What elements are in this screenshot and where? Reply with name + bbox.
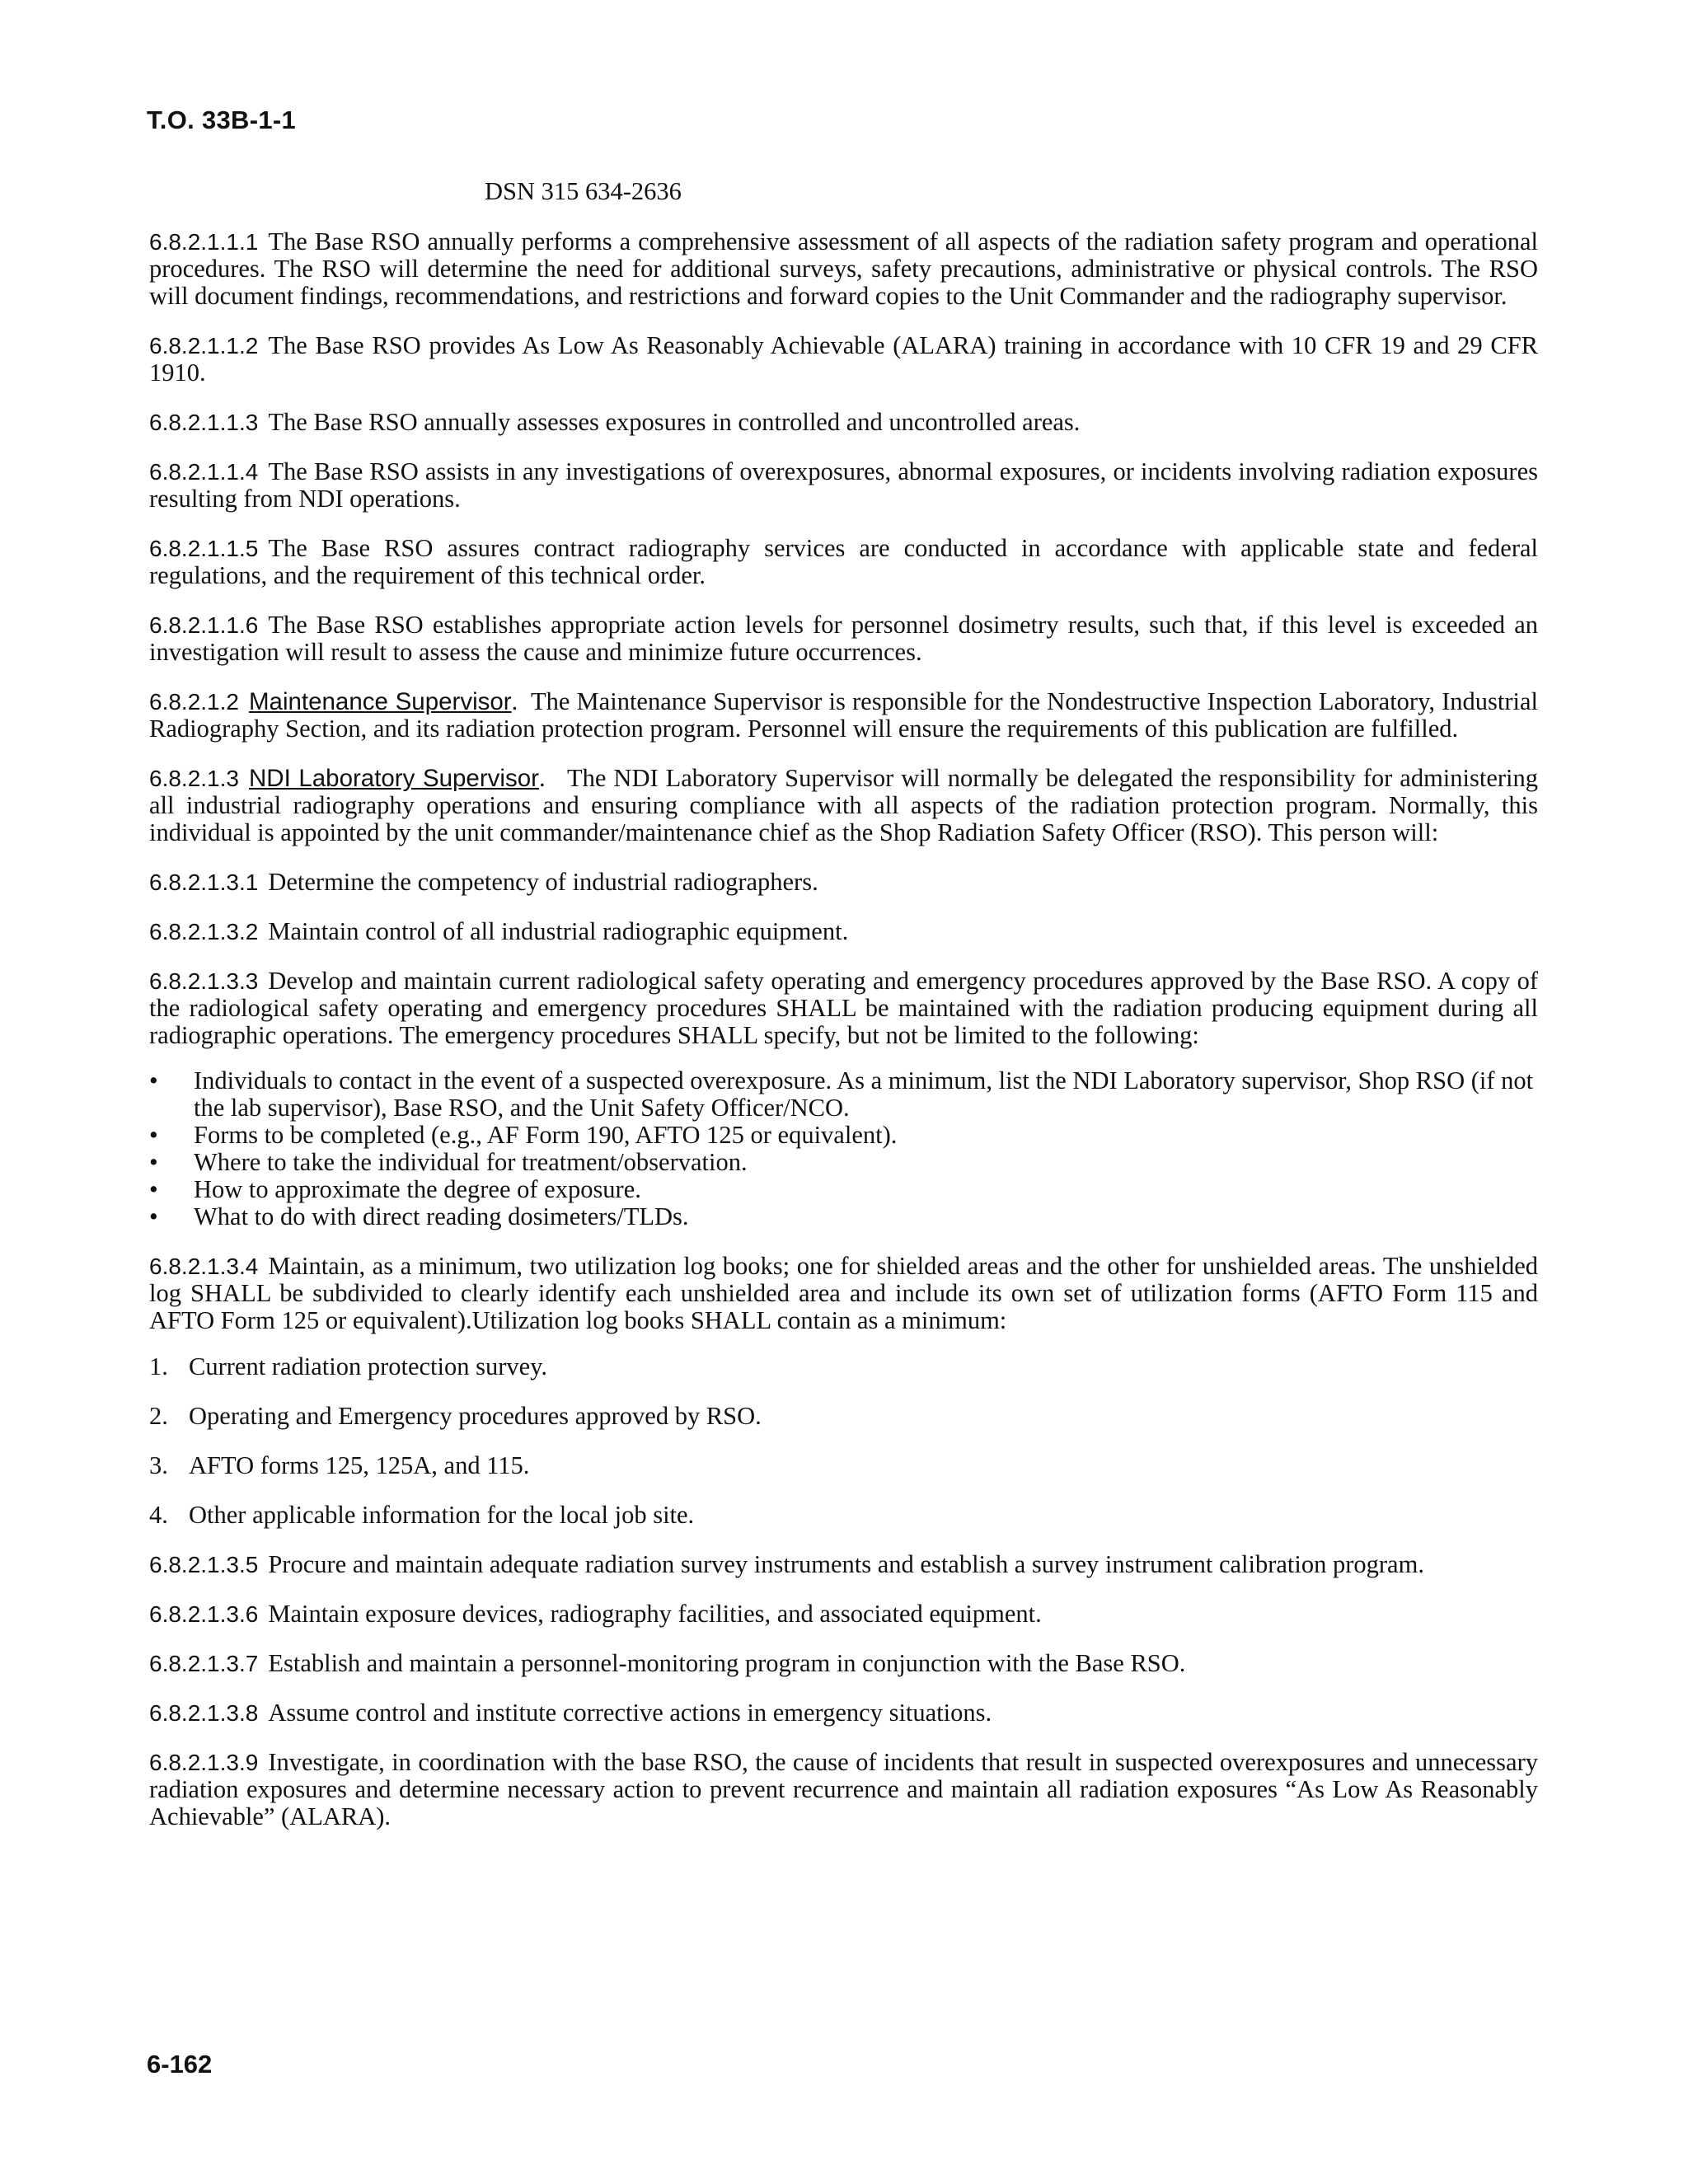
emergency-procedures-bullet-list: [149, 1067, 1538, 1230]
ndi-laboratory-supervisor-paragraph: 6.8.2.1.3 NDI Laboratory Supervisor. The NDI Laboratory Supervisor will normally be delegated the responsibility for administering all industrial radiography operations and ensuring compliance with all aspects of the radiation protection program. Normally, this individual is appointed by the unit commander/maintenance chief as the Shop Radiation Safety Officer (RSO). This person will:: [149, 764, 1539, 846]
paragraph: [149, 918, 1538, 945]
list-item-text: Where to take the individual for treatment/observation.: [194, 1148, 748, 1176]
paragraph-number: 6.8.2.1.3: [149, 766, 239, 791]
paragraph-number: 6.8.2.1.3.5: [149, 1552, 259, 1577]
paragraph: [149, 535, 1538, 589]
document-id-header: T.O. 33B-1-1: [147, 105, 297, 134]
list-item: [149, 1203, 1538, 1230]
paragraph: [149, 1551, 1538, 1578]
paragraph-text: Establish and maintain a personnel-monitoring program in conjunction with the Base RSO.: [268, 1649, 1186, 1677]
paragraph-text: The Base RSO annually assesses exposures in controlled and uncontrolled areas.: [268, 408, 1081, 436]
bullet-icon: •: [149, 1148, 158, 1176]
paragraph-number: 6.8.2.1.1.5: [149, 536, 259, 561]
paragraph-text: The Base RSO assures contract radiography services are conducted in accordance with applicable state and federal regulations, and the requirement of this technical order.: [149, 534, 1538, 589]
paragraph-text: The Base RSO assists in any investigations of overexposures, abnormal exposures, or incidents involving radiation exposures resulting from NDI operations.: [149, 457, 1538, 513]
paragraph-text: Maintain exposure devices, radiography facilities, and associated equipment.: [268, 1600, 1042, 1628]
list-item-text: Individuals to contact in the event of a suspected overexposure. As a minimum, list the NDI Laboratory supervisor, Shop RSO (if not the lab supervisor), Base RSO, and the Unit Safety Officer/NCO.: [194, 1066, 1534, 1122]
list-item: [149, 1502, 1538, 1529]
paragraph: [149, 409, 1538, 436]
paragraph-text: The Maintenance Supervisor is responsible for the Nondestructive Inspection Laboratory, Industrial Radiography Section, and its radiation protection program. Personnel will ensure the requirements of this publication are fulfilled.: [149, 687, 1539, 743]
paragraph-number: 6.8.2.1.1.2: [149, 333, 259, 359]
list-item-text: Forms to be completed (e.g., AF Form 190, AFTO 125 or equivalent).: [194, 1121, 898, 1149]
section-title: Maintenance Supervisor: [248, 688, 512, 715]
list-item: [149, 1067, 1538, 1122]
paragraph-text: Determine the competency of industrial radiographers.: [268, 868, 818, 896]
paragraph: [149, 1749, 1538, 1830]
paragraph-number: 6.8.2.1.1.4: [149, 459, 259, 485]
section-title: NDI Laboratory Supervisor: [248, 765, 539, 792]
list-item-number: 3.: [149, 1451, 168, 1479]
list-item: [149, 1149, 1538, 1176]
paragraph-number: 6.8.2.1.2: [149, 689, 239, 715]
maintenance-supervisor-paragraph: 6.8.2.1.2 Maintenance Supervisor. The Maintenance Supervisor is responsible for the Nondestructive Inspection Laboratory, Industrial Radiography Section, and its radiation protection program. Personnel will ensure the requirements of this publication are fulfilled.: [149, 687, 1539, 743]
document-body: [149, 178, 1538, 1853]
paragraph-number: 6.8.2.1.1.1: [149, 229, 259, 255]
list-item: [149, 1176, 1538, 1203]
paragraph-text: Develop and maintain current radiological safety operating and emergency procedures approved by the Base RSO. A copy of the radiological safety operating and emergency procedures SHALL be maintained with the radiation producing equipment during all radiographic operations. The emergency procedures SHALL specify, but not be limited to the following:: [149, 967, 1538, 1049]
bullet-icon: •: [149, 1202, 158, 1230]
list-item-number: 2.: [149, 1402, 168, 1430]
list-item: [149, 1452, 1538, 1479]
log-book-contents-numbered-list: [149, 1353, 1538, 1529]
paragraph-text: The Base RSO provides As Low As Reasonably Achievable (ALARA) training in accordance with 10 CFR 19 and 29 CFR 1910.: [149, 331, 1538, 387]
paragraph: [149, 1601, 1538, 1628]
paragraph-number: 6.8.2.1.3.1: [149, 869, 259, 895]
list-item-text: AFTO forms 125, 125A, and 115.: [189, 1451, 530, 1479]
paragraph-text: Assume control and institute corrective actions in emergency situations.: [268, 1699, 992, 1727]
paragraph-number: 6.8.2.1.3.8: [149, 1700, 259, 1726]
page-number: 6-162: [147, 2050, 213, 2079]
paragraph-number: 6.8.2.1.3.3: [149, 968, 259, 994]
paragraph-text: Maintain, as a minimum, two utilization log books; one for shielded areas and the other for unshielded areas. The unshielded log SHALL be subdivided to clearly identify each unshielded area and include its own set of utilization forms (AFTO Form 115 and AFTO Form 125 or equivalent).Utilization log books SHALL contain as a minimum:: [149, 1252, 1538, 1334]
paragraph-text: The Base RSO annually performs a comprehensive assessment of all aspects of the radiation safety program and operational procedures. The RSO will determine the need for additional surveys, safety precautions, administrative or physical controls. The RSO will document findings, recommendations, and restrictions and forward copies to the Unit Commander and the radiography supervisor.: [149, 227, 1538, 310]
paragraph-number: 6.8.2.1.3.4: [149, 1254, 259, 1279]
list-item-text: Other applicable information for the local job site.: [189, 1501, 695, 1529]
list-item-text: What to do with direct reading dosimeters/TLDs.: [194, 1202, 689, 1230]
paragraph-number: 6.8.2.1.1.6: [149, 612, 259, 638]
dsn-line: DSN 315 634-2636: [485, 177, 682, 205]
paragraph: [149, 968, 1538, 1049]
list-item-text: How to approximate the degree of exposure.: [194, 1175, 641, 1203]
list-item-number: 4.: [149, 1501, 168, 1529]
bullet-icon: •: [149, 1121, 158, 1149]
list-item: [149, 1403, 1538, 1430]
list-item-text: Operating and Emergency procedures approved by RSO.: [189, 1402, 762, 1430]
paragraph-number: 6.8.2.1.3.7: [149, 1651, 259, 1676]
paragraph: [149, 869, 1538, 896]
paragraph: [149, 1253, 1538, 1334]
paragraph-number: 6.8.2.1.1.3: [149, 410, 259, 435]
paragraph: [149, 1650, 1538, 1677]
paragraph-number: 6.8.2.1.3.9: [149, 1750, 259, 1775]
list-item: [149, 1353, 1538, 1380]
paragraph-number: 6.8.2.1.3.6: [149, 1601, 259, 1627]
paragraph-text: The Base RSO establishes appropriate action levels for personnel dosimetry results, such that, if this level is exceeded an investigation will result to assess the cause and minimize future occurrences.: [149, 611, 1538, 666]
paragraph-text: Maintain control of all industrial radiographic equipment.: [268, 917, 849, 945]
bullet-icon: •: [149, 1175, 158, 1203]
paragraph: [149, 612, 1538, 666]
paragraph: [149, 1699, 1538, 1727]
paragraph-text: Investigate, in coordination with the base RSO, the cause of incidents that result in suspected overexposures and unnecessary radiation exposures and determine necessary action to prevent recurrence and maintain all radiation exposures “As Low As Reasonably Achievable” (ALARA).: [149, 1748, 1538, 1830]
paragraph-text: The NDI Laboratory Supervisor will normally be delegated the responsibility for administering all industrial radiography operations and ensuring compliance with all aspects of the radiation protection program. Normally, this individual is appointed by the unit commander/maintenance chief as the Shop Radiation Safety Officer (RSO). This person will:: [149, 764, 1539, 846]
bullet-icon: •: [149, 1066, 158, 1094]
paragraph: [149, 458, 1538, 513]
list-item-text: Current radiation protection survey.: [189, 1352, 548, 1380]
paragraph: [149, 332, 1538, 387]
paragraph-number: 6.8.2.1.3.2: [149, 919, 259, 944]
list-item-number: 1.: [149, 1352, 168, 1380]
paragraph: [149, 228, 1538, 310]
paragraph-text: Procure and maintain adequate radiation survey instruments and establish a survey instrument calibration program.: [268, 1550, 1424, 1578]
list-item: [149, 1122, 1538, 1149]
